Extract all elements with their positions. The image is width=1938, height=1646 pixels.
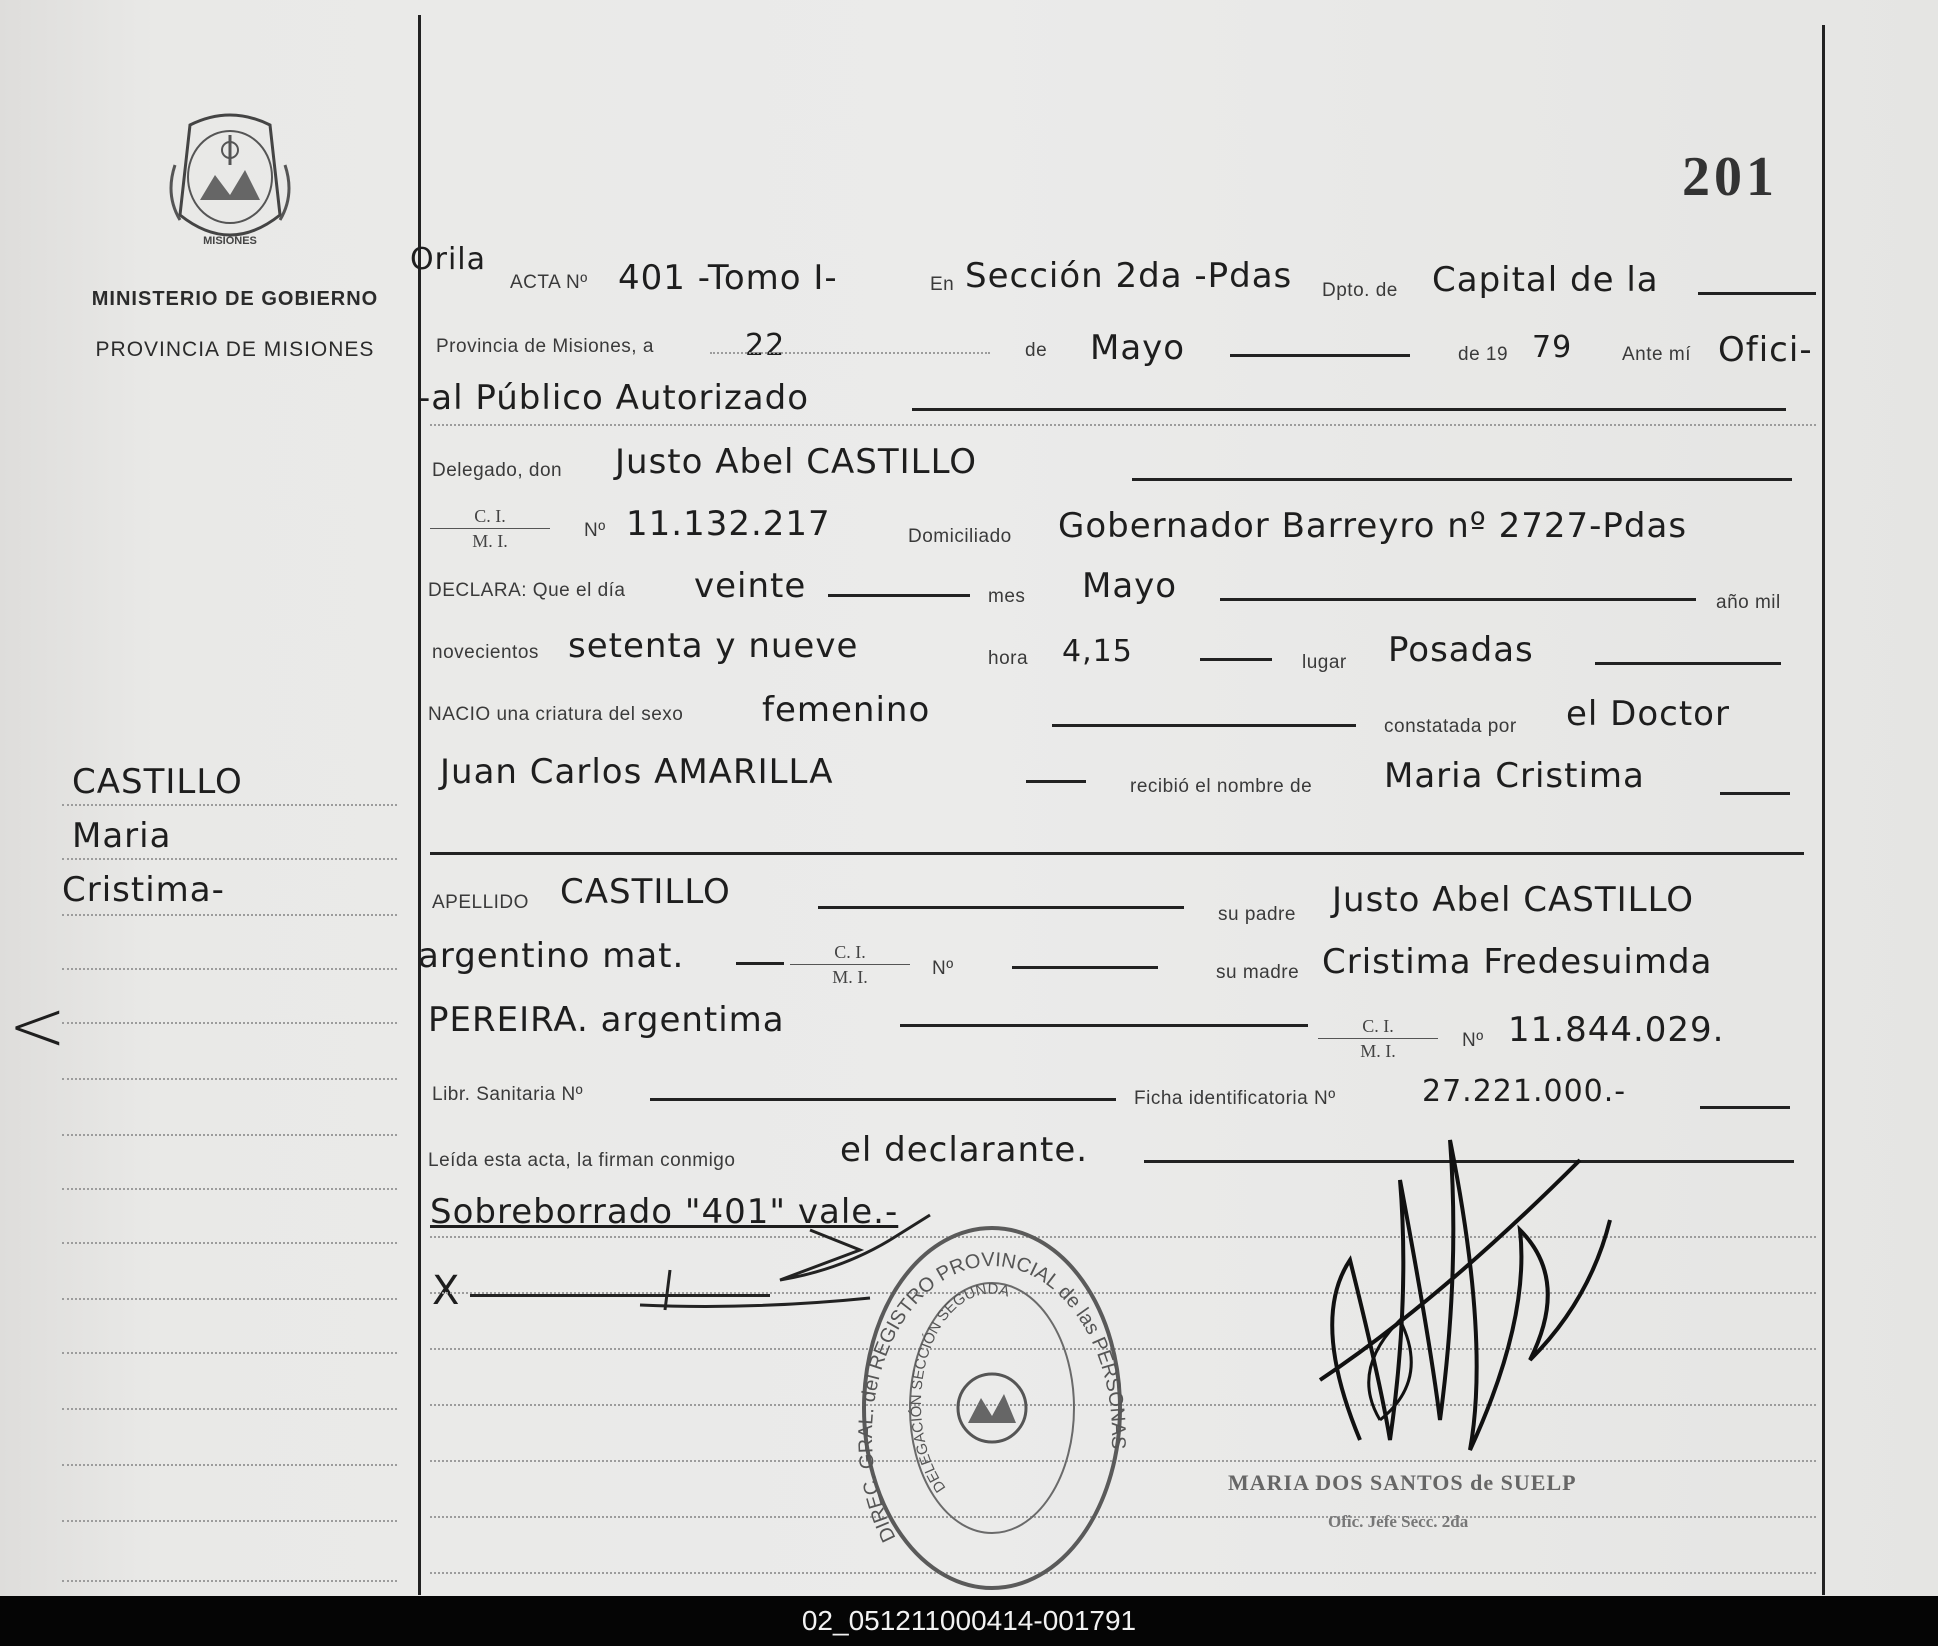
ci-mi-fraction-1 (430, 504, 550, 553)
domicilio-value: Gobernador Barreyro nº 2727-Pdas (1058, 506, 1688, 546)
madre-nacionalidad-value: PEREIRA. argentima (428, 1000, 785, 1040)
right-frame-line (1822, 25, 1825, 1595)
padre-label: su padre (1218, 904, 1296, 925)
lugar-label: lugar (1302, 652, 1347, 673)
novecientos-label: novecientos (432, 642, 539, 663)
leida-value: el declarante. (840, 1130, 1089, 1170)
ministry-title: MINISTERIO DE GOBIERNO (91, 288, 379, 310)
no-label-3: Nº (1462, 1030, 1484, 1051)
fill-rule (650, 1098, 1116, 1101)
ci-mi-fraction-3 (1318, 1014, 1438, 1063)
margin-line (62, 1022, 397, 1024)
province-title: PROVINCIA DE MISIONES (95, 338, 375, 361)
fill-rule (1220, 598, 1696, 601)
year-value: 79 (1532, 330, 1573, 365)
apellido-label: APELLIDO (432, 892, 529, 913)
page-number: 201 (1682, 146, 1778, 208)
margin-line (62, 1188, 397, 1190)
dpto-value: Capital de la (1432, 260, 1659, 300)
margin-line (62, 1242, 397, 1244)
padre-value: Justo Abel CASTILLO (1332, 880, 1695, 920)
margin-mark: < (8, 985, 68, 1067)
fill-rule (1230, 354, 1410, 357)
fill-rule (736, 962, 784, 965)
leida-label: Leída esta acta, la firman conmigo (428, 1150, 736, 1171)
delegado-label: Delegado, don (432, 460, 563, 481)
fill-rule (1012, 966, 1158, 969)
fill-rule (1026, 780, 1086, 783)
novecientos-value: setenta y nueve (568, 626, 859, 666)
document-id-footer: 02_051211000414-001791 (0, 1596, 1938, 1646)
constatada-value: el Doctor (1566, 694, 1730, 734)
seal-icon (160, 105, 300, 255)
official-name-stamp: MARIA DOS SANTOS de SUELP (1228, 1470, 1577, 1495)
province-seal (160, 105, 300, 255)
fill-rule (1132, 478, 1792, 481)
madre-ci-value: 11.844.029. (1508, 1010, 1725, 1050)
official-title-stamp: Ofic. Jefe Secc. 2da (1328, 1512, 1469, 1531)
ficha-value: 27.221.000.- (1422, 1074, 1627, 1109)
annotation-orila: Orila (410, 242, 487, 277)
sexo-value: femenino (762, 690, 931, 730)
x-mark: X (432, 1268, 461, 1314)
dpto-label: Dpto. de (1322, 280, 1398, 301)
margin-line (62, 1408, 397, 1410)
ci-mi-fraction-2 (790, 940, 910, 989)
ci-label: C. I. (430, 504, 550, 529)
margin-name-1: Maria (72, 816, 172, 856)
hora-value: 4,15 (1062, 634, 1133, 669)
ante-value: Ofici- (1718, 330, 1813, 370)
oficial-value: -al Público Autorizado (418, 378, 810, 418)
seccion-value: Sección 2da -Pdas (965, 256, 1293, 296)
mes-label: mes (988, 586, 1026, 607)
padre-nacionalidad-value: argentino mat. (418, 936, 685, 976)
dia-value: veinte (694, 566, 807, 606)
delegado-value: Justo Abel CASTILLO (615, 442, 978, 482)
fill-rule (912, 408, 1786, 411)
de-label: de (1025, 340, 1048, 361)
ci-label: C. I. (1318, 1014, 1438, 1039)
margin-surname: CASTILLO (72, 762, 243, 802)
fill-rule (900, 1024, 1308, 1027)
margin-line (62, 1520, 397, 1522)
seal-label: MISIONES (203, 235, 257, 247)
madre-value: Cristima Fredesuimda (1322, 942, 1713, 982)
month-value: Mayo (1090, 328, 1186, 368)
fill-rule (1595, 662, 1781, 665)
ante-label: Ante mí (1622, 344, 1691, 365)
nacio-label: NACIO una criatura del sexo (428, 704, 684, 725)
official-signature (1290, 1120, 1630, 1480)
margin-name-2: Cristima- (62, 870, 225, 910)
sobreborrado-note: Sobreborrado "401" vale.- (430, 1192, 899, 1232)
madre-label: su madre (1216, 962, 1300, 983)
fill-dots (430, 424, 1816, 426)
margin-line (62, 1078, 397, 1080)
fill-rule (430, 852, 1804, 855)
margin-line (62, 858, 397, 860)
margin-line (62, 804, 397, 806)
mi-label: M. I. (832, 967, 868, 987)
declara-label: DECLARA: Que el día (428, 580, 626, 601)
acta-value: 401 -Tomo I- (618, 258, 838, 298)
ci-label: C. I. (790, 940, 910, 965)
fill-rule (1200, 658, 1272, 661)
margin-line (62, 968, 397, 970)
fill-dots (710, 352, 990, 354)
apellido-value: CASTILLO (560, 872, 731, 912)
no-label-1: Nº (584, 520, 606, 541)
margin-line (62, 914, 397, 916)
mes-value: Mayo (1082, 566, 1178, 606)
libreta-label: Libr. Sanitaria Nº (432, 1084, 584, 1105)
fill-rule (828, 594, 970, 597)
declarant-flourish (630, 1210, 990, 1320)
fill-rule (818, 906, 1184, 909)
margin-line (62, 1134, 397, 1136)
fill-rule (1052, 724, 1356, 727)
margin-line (62, 1464, 397, 1466)
margin-line (62, 1352, 397, 1354)
mi-label: M. I. (472, 531, 508, 551)
constatada-label: constatada por (1384, 716, 1517, 737)
acta-label: ACTA Nº (510, 272, 588, 293)
nombre-value: Maria Cristima (1384, 756, 1645, 796)
ci-number-value: 11.132.217 (626, 504, 831, 544)
hora-label: hora (988, 648, 1029, 669)
margin-line (62, 1580, 397, 1582)
mi-label: M. I. (1360, 1041, 1396, 1061)
ficha-label: Ficha identificatoria Nº (1134, 1088, 1336, 1109)
lugar-value: Posadas (1388, 630, 1534, 670)
fill-rule (1698, 292, 1816, 295)
year-label: de 19 (1458, 344, 1509, 365)
fill-rule (1720, 792, 1790, 795)
anio-label: año mil (1716, 592, 1781, 613)
en-label: En (930, 274, 955, 295)
fill-rule (1700, 1106, 1790, 1109)
day-value: 22 (745, 328, 786, 363)
recibio-label: recibió el nombre de (1130, 776, 1313, 797)
stamp-inner-text: DELEGACIÓN SECCIÓN SEGUNDA (907, 1280, 1012, 1496)
provincia-label: Provincia de Misiones, a (436, 336, 654, 357)
margin-line (62, 1298, 397, 1300)
domicilio-label: Domiciliado (908, 526, 1012, 547)
doctor-value: Juan Carlos AMARILLA (440, 752, 834, 792)
stamp-outer-text: DIREC. GRAL. del REGISTRO PROVINCIAL de las PERSONAS (854, 1248, 1130, 1546)
no-label-2: Nº (932, 958, 954, 979)
